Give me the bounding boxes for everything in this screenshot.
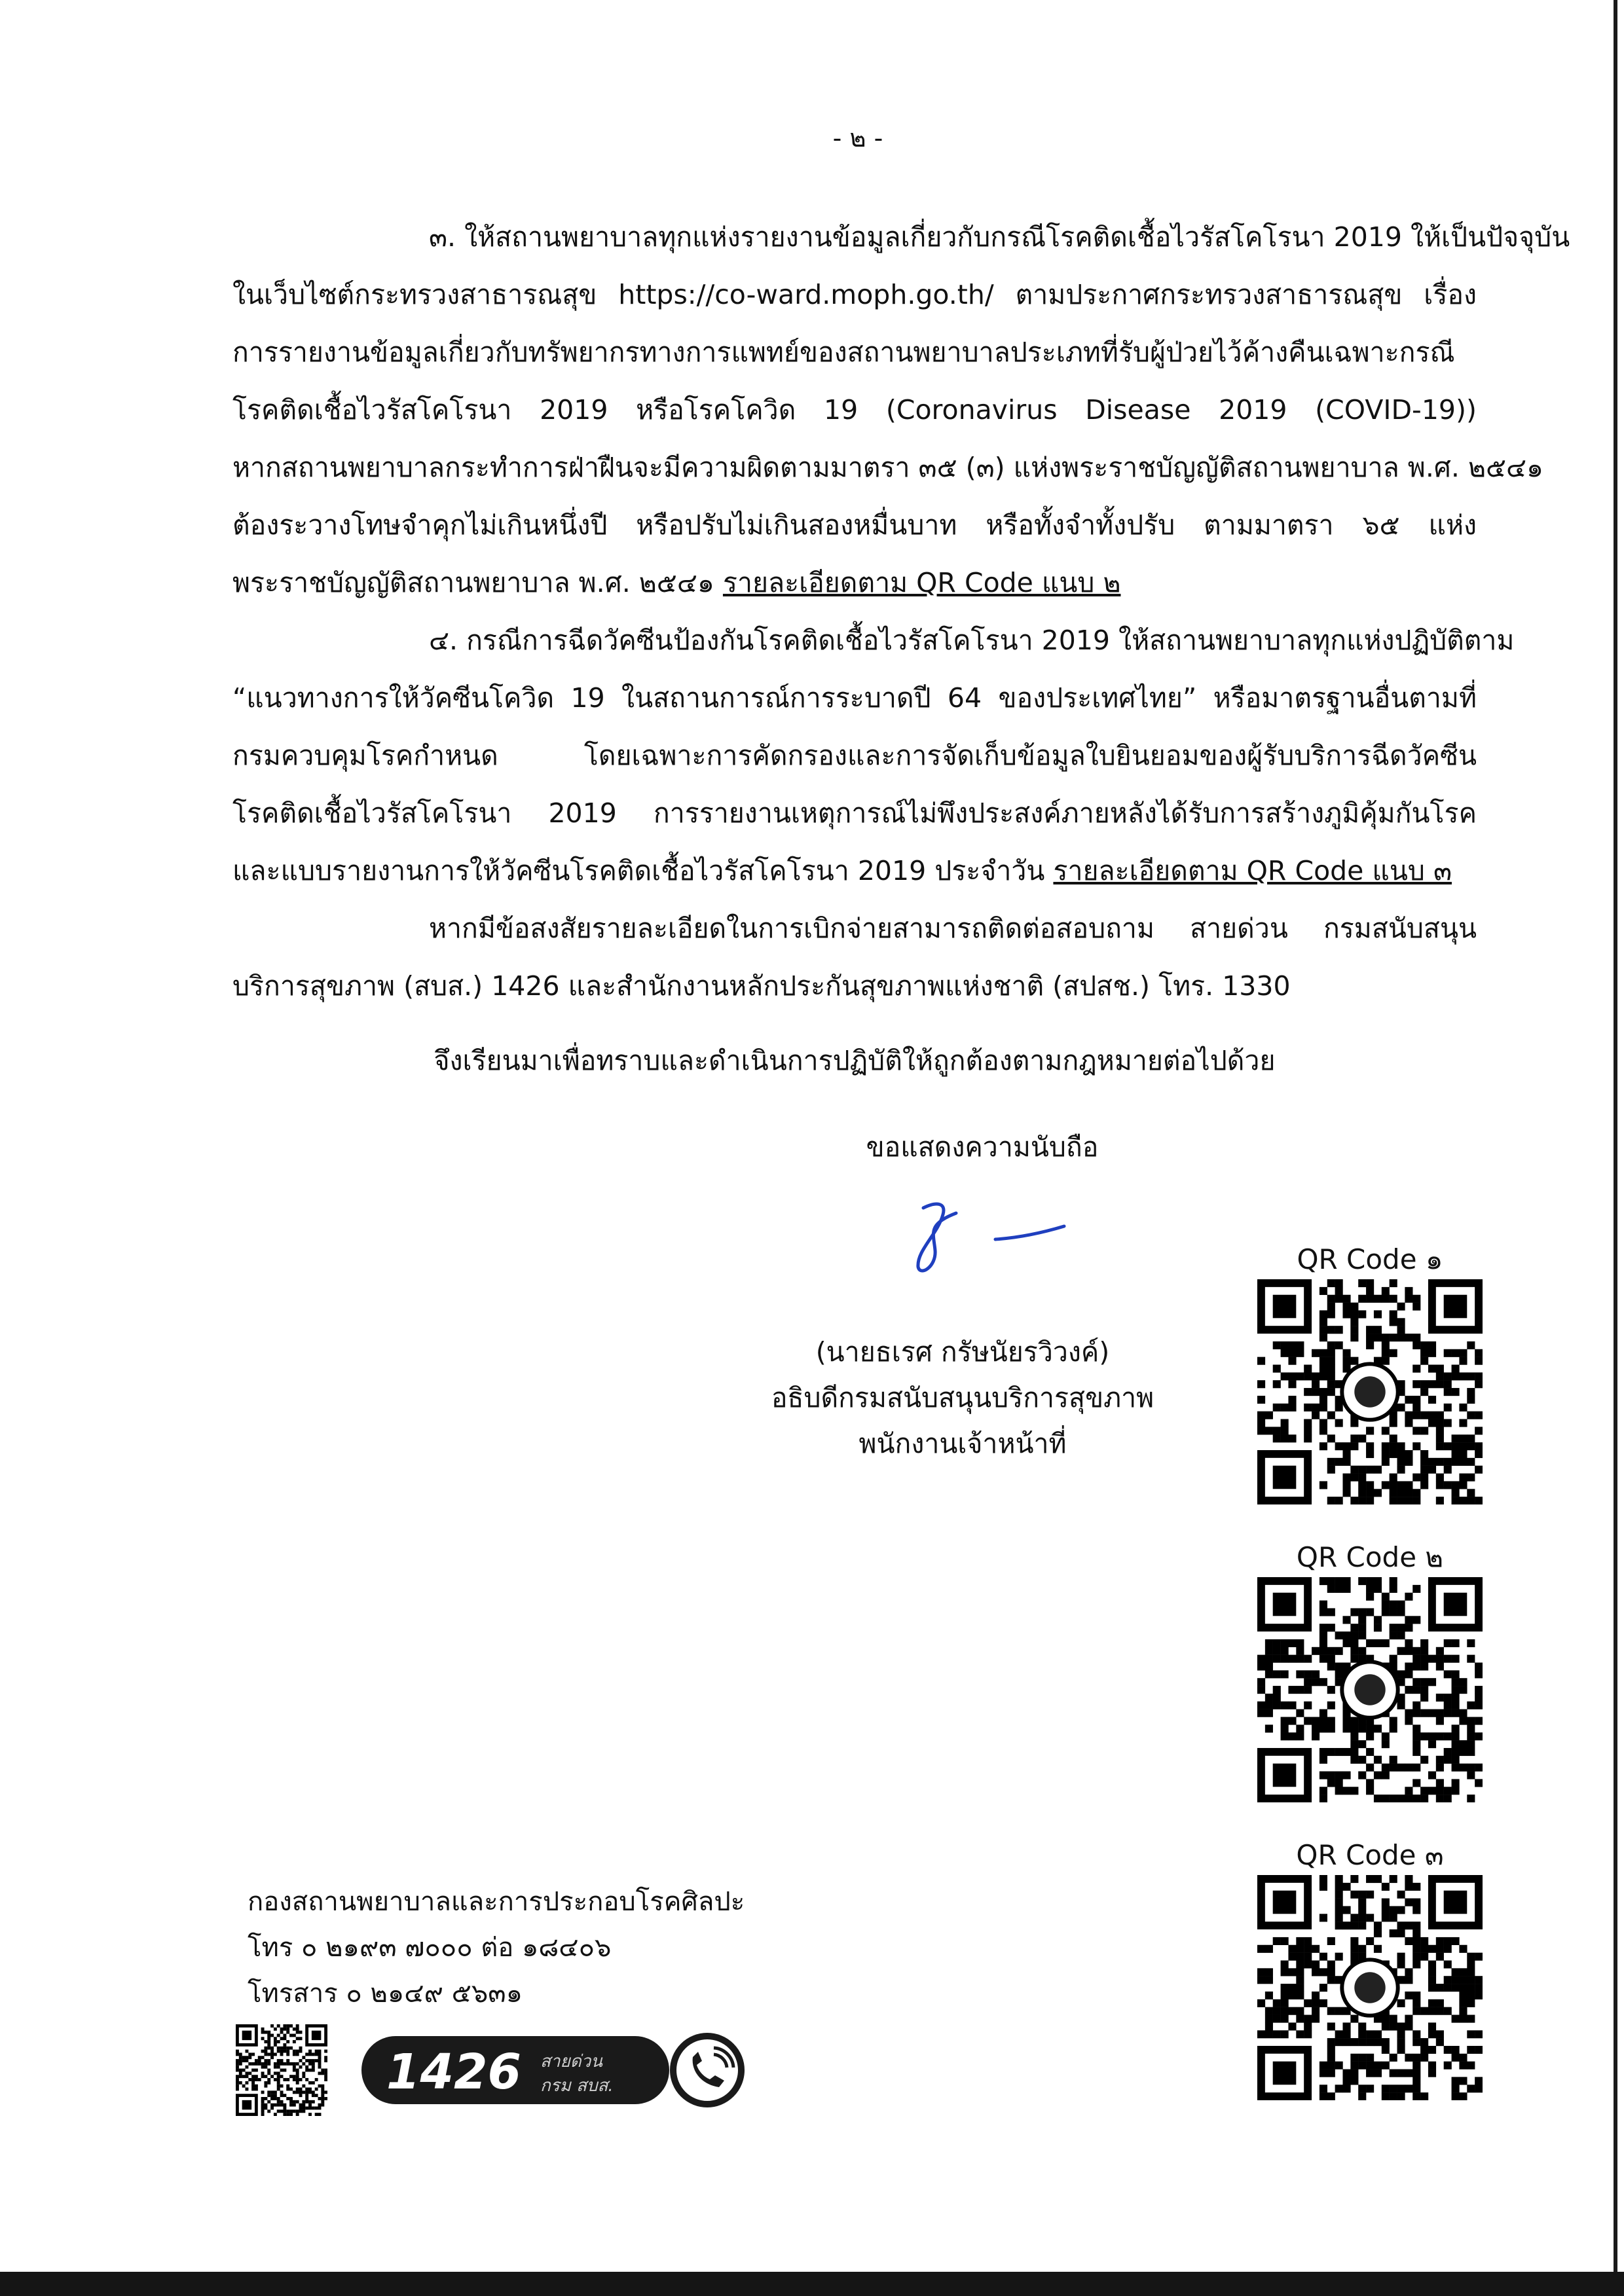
paragraph-line: กรมควบคุมโรคกำหนด โดยเฉพาะการคัดกรองและการจัดเก็บข้อมูลใบยินยอมของผู้รับบริการฉีดวัคซีน	[232, 740, 1477, 771]
footer-qr-code[interactable]	[236, 2024, 327, 2116]
paragraph-line: โรคติดเชื้อไวรัสโคโรนา 2019 หรือโรคโควิด 19 (Coronavirus Disease 2019 (COVID-19))	[232, 394, 1477, 426]
paragraph-line: “แนวทางการให้วัคซีนโควิด 19 ในสถานการณ์การระบาดปี 64 ของประเทศไทย” หรือมาตรฐานอื่นตามที่	[232, 682, 1477, 714]
qr-label: QR Code ๒	[1296, 1541, 1444, 1573]
paragraph-3	[232, 208, 1570, 611]
paragraph-line: ในเว็บไซต์กระทรวงสาธารณสุข https://co-ward.moph.go.th/ ตามประกาศกระทรวงสาธารณสุข เรื่อง	[232, 279, 1477, 310]
line-text: พระราชบัญญัติสถานพยาบาล พ.ศ. ๒๕๔๑	[232, 567, 723, 598]
qr-code-2	[1252, 1542, 1488, 1802]
qr-code-image[interactable]	[1257, 1577, 1483, 1802]
signer-name: (นายธเรศ กรัษนัยรวิวงค์)	[815, 1336, 1110, 1368]
qr-reference-link: รายละเอียดตาม QR Code แนบ ๒	[722, 567, 1121, 598]
paragraph-line: บริการสุขภาพ (สบส.) 1426 และสำนักงานหลักประกันสุขภาพแห่งชาติ (สปสช.) โทร. 1330	[232, 970, 1291, 1002]
qr-code-3	[1252, 1840, 1488, 2100]
closing-sentence: จึงเรียนมาเพื่อทราบและดำเนินการปฏิบัติให้ถูกต้องตามกฎหมายต่อไปด้วย	[434, 1045, 1276, 1076]
regards: ขอแสดงความนับถือ	[866, 1131, 1099, 1163]
paragraph-line: โรคติดเชื้อไวรัสโคโรนา 2019 การรายงานเหตุการณ์ไม่พึงประสงค์ภายหลังได้รับการสร้างภูมิคุ้มกันโรค	[232, 797, 1477, 829]
signer-position: อธิบดีกรมสนับสนุนบริการสุขภาพ	[771, 1382, 1154, 1413]
qr-reference-link: รายละเอียดตาม QR Code แนบ ๓	[1053, 855, 1452, 886]
page-number: - ๒ -	[832, 124, 883, 153]
line-text: และแบบรายงานการให้วัคซีนโรคติดเชื้อไวรัสโคโรนา 2019 ประจำวัน	[232, 855, 1054, 886]
hotline-text-2: กรม สบส.	[540, 2076, 614, 2096]
qr-code-image[interactable]	[1257, 1279, 1483, 1504]
hotline-text-1: สายด่วน	[540, 2052, 602, 2071]
signature-image	[897, 1188, 1080, 1280]
phone-icon	[673, 2036, 741, 2104]
paragraph-line: ๓. ให้สถานพยาบาลทุกแห่งรายงานข้อมูลเกี่ยวกับกรณีโรคติดเชื้อไวรัสโคโรนา 2019 ให้เป็นปัจจุบัน	[429, 221, 1570, 253]
paragraph-line: หากมีข้อสงสัยรายละเอียดในการเบิกจ่ายสามารถติดต่อสอบถาม สายด่วน กรมสนับสนุน	[429, 913, 1477, 944]
paragraph-line	[232, 554, 1477, 611]
scan-edge	[1614, 0, 1617, 2272]
footer-phone: โทร ๐ ๒๑๙๓ ๗๐๐๐ ต่อ ๑๘๔๐๖	[248, 1933, 612, 1963]
paragraph-line: การรายงานข้อมูลเกี่ยวกับทรัพยากรทางการแพทย์ของสถานพยาบาลประเภทที่รับผู้ป่วยไว้ค้างคืนเฉพาะกรณี	[232, 337, 1455, 368]
signer-block	[720, 1329, 1205, 1467]
paragraph-line: ต้องระวางโทษจำคุกไม่เกินหนึ่งปี หรือปรับไม่เกินสองหมื่นบาท หรือทั้งจำทั้งปรับ ตามมาตรา ๖๕ แห่ง	[232, 509, 1477, 541]
paragraph-line	[232, 842, 1477, 900]
hotline-number: 1426	[386, 2044, 521, 2100]
footer-fax: โทรสาร ๐ ๒๑๔๙ ๕๖๓๑	[248, 1978, 523, 2009]
paragraph-4	[232, 611, 1515, 900]
hotline-logo	[360, 2031, 747, 2109]
footer-department: กองสถานพยาบาลและการประกอบโรคศิลปะ	[248, 1887, 745, 1917]
paragraph-line: ๔. กรณีการฉีดวัคซีนป้องกันโรคติดเชื้อไวรัสโคโรนา 2019 ให้สถานพยาบาลทุกแห่งปฏิบัติตาม	[429, 625, 1515, 656]
scan-bottom-band	[0, 2272, 1624, 2296]
qr-label: QR Code ๓	[1296, 1839, 1444, 1871]
signer-role: พนักงานเจ้าหน้าที่	[858, 1428, 1067, 1459]
qr-code-image[interactable]	[1257, 1875, 1483, 2100]
qr-code-1	[1252, 1244, 1488, 1504]
footer-contact	[248, 1879, 745, 2016]
qr-label: QR Code ๑	[1297, 1243, 1443, 1275]
paragraph-line: หากสถานพยาบาลกระทำการฝ่าฝืนจะมีความผิดตามมาตรา ๓๕ (๓) แห่งพระราชบัญญัติสถานพยาบาล พ.ศ. ๒๕๔๑	[232, 452, 1544, 483]
paragraph-contact	[232, 900, 1477, 1015]
